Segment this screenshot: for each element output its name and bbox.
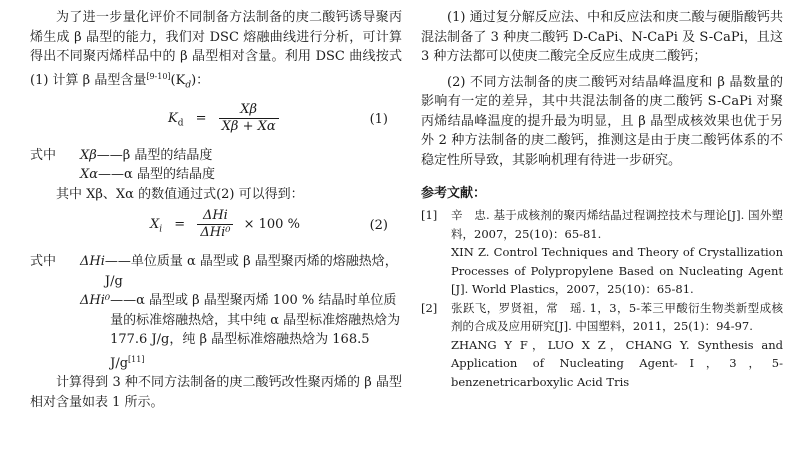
eq1-equals: = [195, 110, 207, 126]
reference-text: ZHANG Y F，LUO X Z，CHANG Y. Synthesis and Application of Nucleating Agent-Ⅰ，3，5-benzenetricarboxylic Acid Tris [451, 337, 783, 389]
right-column [421, 0, 783, 391]
def-text: ——β 晶型的结晶度 [96, 147, 213, 163]
def-text-wrap [110, 291, 402, 373]
reference-text: 辛 忠. 基于成核剂的聚丙烯结晶过程调控技术与理论[J]. 国外塑料，2007，25(10)：65-81. [451, 208, 783, 241]
equation-1 [30, 102, 402, 146]
eq2-lhs: X [150, 217, 160, 233]
eq2-times: × 100 % [243, 217, 300, 233]
eq1-numerator: Xβ [219, 102, 279, 119]
citation: [9-10] [146, 71, 171, 81]
paragraph-intro [30, 8, 402, 96]
where-label: 式中 [30, 254, 57, 270]
reference-number [421, 243, 451, 299]
eq2-denominator: ΔHi⁰ [200, 225, 231, 241]
def-symbol: Xα [80, 167, 99, 183]
eq1-denominator: Xβ + Xα [221, 118, 276, 134]
reference-item [421, 243, 783, 299]
reference-item [421, 299, 783, 336]
citation: [11] [128, 354, 145, 364]
references-heading: 参考文献： [421, 186, 487, 201]
paragraph-eq2-intro: 其中 Xβ、Xα 的数值通过式(2) 可以得到： [56, 186, 304, 202]
def-symbol: ΔHi [80, 254, 105, 270]
def-symbol: ΔHi⁰ [80, 293, 111, 309]
conclusion-item-2: (2) 不同方法制备的庚二酸钙对结晶峰温度和 β 晶数量的影响有一定的差异，其中共混法制备的庚二酸钙 S-CaPi 对聚丙烯结晶峰温度的提升最为明显，且 β 晶型成核效果也优于另外 2 种方法制备的庚二酸钙，推测这是由于庚二酸钙体系的不稳定性所导致，其影响机理有待进一步研究。 [421, 74, 783, 168]
reference-number: [2] [421, 300, 438, 315]
reference-text: 张跃飞，罗贤祖，常 瑶. 1，3，5-苯三甲酸衍生物类新型成核剂的合成及应用研究[J]. 中国塑料，2011，25(1)：94-97. [451, 300, 783, 333]
def-text: ——单位质量 α 晶型或 β 晶型聚丙烯的熔融热焓，J/g [104, 254, 398, 289]
intro-end: )： [191, 72, 210, 88]
eq1-lhs-sub: d [177, 118, 184, 129]
paragraph-table-intro: 计算得到 3 种不同方法制备的庚二酸钙改性聚丙烯的 β 晶型相对含量如表 1 所示。 [30, 375, 402, 410]
intro-symbol: (K [170, 72, 186, 88]
eq2-equals: = [174, 217, 186, 233]
reference-text: XIN Z. Control Techniques and Theory of Crystallization Processes of Polypropylene Based on Nucleating Agent [J]. World Plastics，2007，25(10)：65-81. [451, 245, 783, 296]
reference-number: [1] [421, 208, 438, 222]
eq1-lhs: K [168, 110, 178, 126]
definition-xbeta [30, 146, 402, 166]
eq2-lhs-sub: i [159, 224, 163, 235]
def-text: ——α 晶型或 β 晶型聚丙烯 100 % 结晶时单位质量的标准熔融热焓，其中纯 α 晶型标准熔融热焓为 177.6 J/g，纯 β 晶型标准熔融热焓为 168.5 J/g [110, 293, 401, 371]
eq1-fraction [219, 102, 279, 135]
definition-deltah [30, 252, 402, 291]
def-text: ——α 晶型的结晶度 [98, 167, 215, 183]
where-label: 式中 [30, 147, 57, 163]
definition-deltah0 [30, 291, 402, 373]
reference-number [421, 336, 451, 392]
eq2-numerator: ΔHi [197, 208, 233, 225]
definition-xalpha [30, 165, 402, 185]
def-symbol: Xβ [80, 147, 97, 163]
intro-subscript: d [185, 80, 192, 91]
reference-item [421, 336, 783, 392]
reference-item [421, 206, 783, 243]
equation-2 [30, 208, 402, 252]
eq2-fraction [197, 208, 233, 241]
intro-text: 为了进一步量化评价不同制备方法制备的庚二酸钙诱导聚丙烯生成 β 晶型的能力，我们对 DSC 熔融曲线进行分析，可计算得出不同聚丙烯样品中的 β 晶型相对含量。利用 DSC 曲线按式(1) 计算 β 晶型含量 [30, 10, 402, 88]
left-column [30, 0, 402, 412]
conclusion-item-1: (1) 通过复分解反应法、中和反应法和庚二酸与硬脂酸钙共混法制备了 3 种庚二酸钙 D-CaPi、N-CaPi 及 S-CaPi，且这 3 种方法都可以使庚二酸完全反应生成庚二酸钙； [421, 10, 783, 64]
reference-list [421, 206, 783, 391]
eq1-number: (1) [369, 111, 388, 127]
eq2-number: (2) [369, 218, 388, 234]
